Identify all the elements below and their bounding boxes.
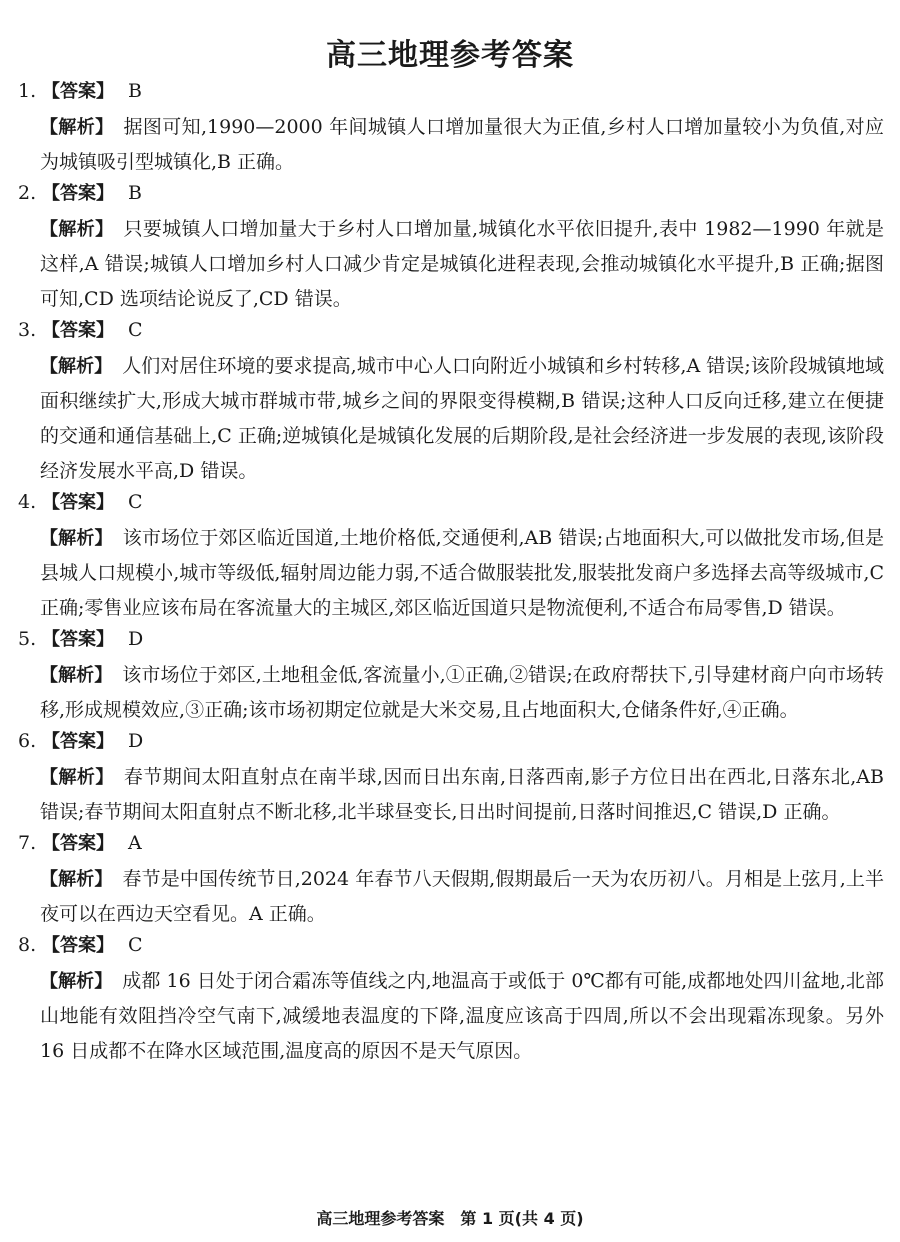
- explanation: [18, 521, 884, 626]
- explanation: [18, 658, 884, 728]
- explanation-text: 春节是中国传统节日,2024 年春节八天假期,假期最后一天为农历初八。月相是上弦月,上半夜可以在西边天空看见。A 正确。: [40, 868, 885, 925]
- answer-line: [18, 180, 884, 212]
- answer-line: [18, 626, 884, 658]
- explanation-tag: 【解析】: [40, 869, 113, 890]
- question-block: [18, 932, 884, 1069]
- answer-tag: 【答案】: [42, 629, 114, 650]
- answer-tag: 【答案】: [42, 320, 114, 341]
- answer-line: [18, 317, 884, 349]
- question-block: [18, 78, 884, 180]
- question-block: [18, 626, 884, 728]
- answer-line: [18, 78, 884, 110]
- answer-letter: B: [128, 80, 142, 102]
- question-number: 2.: [18, 182, 37, 204]
- answer-line: [18, 728, 884, 760]
- question-number: 3.: [18, 319, 37, 341]
- explanation-text: 成都 16 日处于闭合霜冻等值线之内,地温高于或低于 0℃都有可能,成都地处四川盆地,北部山地能有效阻挡冷空气南下,减缓地表温度的下降,温度应该高于四周,所以不会出现霜冻现象。另外 16 日成都不在降水区域范围,温度高的原因不是天气原因。: [40, 970, 884, 1062]
- answer-list: [18, 78, 884, 1069]
- answer-line: [18, 932, 884, 964]
- answer-tag: 【答案】: [42, 833, 114, 854]
- question-block: [18, 728, 884, 830]
- explanation-text: 只要城镇人口增加量大于乡村人口增加量,城镇化水平依旧提升,表中 1982—1990 年就是这样,A 错误;城镇人口增加乡村人口减少肯定是城镇化进程表现,会推动城镇化水平提升,B 正确;据图可知,CD 选项结论说反了,CD 错误。: [40, 218, 884, 310]
- question-block: [18, 317, 884, 489]
- explanation-tag: 【解析】: [40, 665, 113, 686]
- answer-letter: C: [128, 491, 143, 513]
- explanation-text: 人们对居住环境的要求提高,城市中心人口向附近小城镇和乡村转移,A 错误;该阶段城镇地域面积继续扩大,形成大城市群城市带,城乡之间的界限变得模糊,B 错误;这种人口反向迁移,建立在便捷的交通和通信基础上,C 正确;逆城镇化是城镇化发展的后期阶段,是社会经济进一步发展的表现,该阶段经济发展水平高,D 错误。: [40, 355, 885, 482]
- answer-letter: C: [128, 319, 143, 341]
- explanation: [18, 349, 884, 489]
- question-number: 7.: [18, 832, 37, 854]
- explanation-text: 该市场位于郊区,土地租金低,客流量小,①正确,②错误;在政府帮扶下,引导建材商户向市场转移,形成规模效应,③正确;该市场初期定位就是大米交易,且占地面积大,仓储条件好,④正确。: [40, 664, 885, 721]
- answer-letter: C: [128, 934, 143, 956]
- question-block: [18, 180, 884, 317]
- answer-line: [18, 830, 884, 862]
- explanation: [18, 760, 884, 830]
- question-number: 5.: [18, 628, 37, 650]
- answer-tag: 【答案】: [42, 492, 114, 513]
- question-number: 8.: [18, 934, 37, 956]
- answer-tag: 【答案】: [42, 731, 114, 752]
- explanation-tag: 【解析】: [40, 767, 114, 788]
- explanation-tag: 【解析】: [40, 219, 114, 240]
- explanation-text: 春节期间太阳直射点在南半球,因而日出东南,日落西南,影子方位日出在西北,日落东北,AB 错误;春节期间太阳直射点不断北移,北半球昼变长,日出时间提前,日落时间推迟,C 错误,D 正确。: [40, 766, 884, 823]
- question-block: [18, 830, 884, 932]
- question-number: 1.: [18, 80, 37, 102]
- answer-letter: D: [128, 730, 144, 752]
- page-footer: 高三地理参考答案 第 1 页(共 4 页): [316, 1209, 584, 1228]
- answer-tag: 【答案】: [42, 81, 114, 102]
- answer-letter: D: [128, 628, 144, 650]
- explanation-tag: 【解析】: [40, 117, 114, 138]
- explanation: [18, 862, 884, 932]
- explanation-tag: 【解析】: [40, 528, 113, 549]
- answer-tag: 【答案】: [42, 935, 114, 956]
- answer-tag: 【答案】: [42, 183, 114, 204]
- explanation-text: 据图可知,1990—2000 年间城镇人口增加量很大为正值,乡村人口增加量较小为负值,对应为城镇吸引型城镇化,B 正确。: [40, 116, 885, 173]
- explanation: [18, 110, 884, 180]
- explanation-text: 该市场位于郊区临近国道,土地价格低,交通便利,AB 错误;占地面积大,可以做批发市场,但是县城人口规模小,城市等级低,辐射周边能力弱,不适合做服装批发,服装批发商户多选择去高等级城市,C 正确;零售业应该布局在客流量大的主城区,郊区临近国道只是物流便利,不适合布局零售,D 错误。: [40, 527, 885, 619]
- question-block: [18, 489, 884, 626]
- question-number: 4.: [18, 491, 37, 513]
- answer-letter: B: [128, 182, 142, 204]
- page-title: 高三地理参考答案: [326, 38, 574, 73]
- answer-line: [18, 489, 884, 521]
- explanation: [18, 964, 884, 1069]
- answer-letter: A: [128, 832, 142, 854]
- explanation-tag: 【解析】: [40, 356, 113, 377]
- explanation-tag: 【解析】: [40, 971, 113, 992]
- explanation: [18, 212, 884, 317]
- question-number: 6.: [18, 730, 37, 752]
